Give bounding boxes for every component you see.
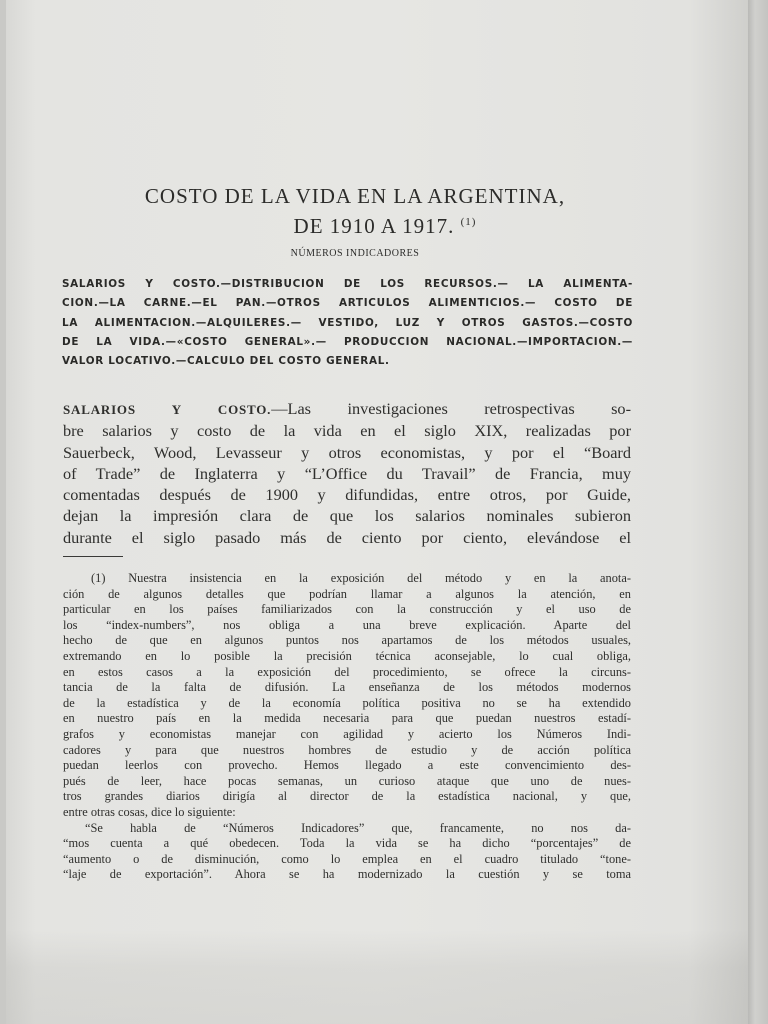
body-line: comentadas después de 1900 y difundidas, entre otros, por Guide, <box>63 485 631 505</box>
body-line: durante el siglo pasado más de ciento por ciento, elevándose el <box>63 527 631 547</box>
page-edge <box>748 0 768 1024</box>
footnote-line: (1) Nuestra insistencia en la exposición del método y en la anota- <box>91 571 631 585</box>
body-line: of Trade” de Inglaterra y “L’Office du Travail” de Francia, muy <box>63 463 631 483</box>
summary-line: SALARIOS Y COSTO.—DISTRIBUCION DE LOS RECURSOS.— LA ALIMENTA- <box>62 278 633 290</box>
footnote-rule <box>63 556 123 557</box>
body-line: dejan la impresión clara de que los salarios nominales subieron <box>63 506 631 526</box>
footnote-line: puedan leerlos con provecho. Hemos llegado a este convencimiento des- <box>63 758 631 773</box>
chapter-subtitle: NÚMEROS INDICADORES <box>290 248 420 259</box>
footnote-line: los “index-numbers”, nos obliga a una breve explicación. Aparte del <box>63 617 631 632</box>
chapter-title: COSTO DE LA VIDA EN LA ARGENTINA, <box>144 184 566 208</box>
body-paragraph <box>63 398 631 548</box>
title-dates: DE 1910 A 1917. <box>293 214 455 238</box>
footnote-quote-line: “mos cuenta a qué obedecen. Toda la vida se ha dicho “porcentajes” de <box>63 836 631 851</box>
footnote-line: grafos y economistas manejar con agilidad y acierto los Números Indi- <box>63 726 631 741</box>
footnote-line: ción de algunos detalles que podrían llamar a algunos la atención, en <box>63 586 631 601</box>
summary-line: DE LA VIDA.—«COSTO GENERAL».— PRODUCCION NACIONAL.—IMPORTACION.— <box>62 335 633 348</box>
body-line: Sauerbeck, Wood, Levasseur y otros economistas, y por el “Board <box>63 442 631 462</box>
body-line: bre salarios y costo de la vida en el siglo XIX, realizadas por <box>63 421 631 441</box>
footnote-line: tancia de la falta de difusión. La enseñanza de los métodos modernos <box>63 680 631 695</box>
footnote-line: entre otras cosas, dice lo siguiente: <box>63 804 236 819</box>
footnote <box>63 571 631 883</box>
torn-page-bottom <box>6 930 748 1024</box>
footnote-quote-line: “aumento o de disminución, como lo emplea en el cuadro titulado “tone- <box>63 851 631 866</box>
footnote-line: pués de leer, hace pocas semanas, un curioso ataque que uno de nues- <box>63 773 631 788</box>
footnote-line: tros grandes diarios dirigía al director de la estadística nacional, y que, <box>63 789 631 804</box>
footnote-line: particular en los países familiarizados con la construcción y el uso de <box>63 602 631 617</box>
summary-line: CION.—LA CARNE.—EL PAN.—OTROS ARTICULOS ALIMENTICIOS.— COSTO DE <box>62 297 633 310</box>
footnote-line: extremando en lo posible la precisión técnica aconsejable, lo cual obliga, <box>63 648 631 663</box>
footnote-line: de la estadística y de la economía política positiva no se ha extendido <box>63 695 631 710</box>
chapter-title-dates <box>90 214 680 239</box>
footnote-line: hecho de que en algunos puntos nos apartamos de los métodos usuales, <box>63 633 631 648</box>
summary-line: VALOR LOCATIVO.—CALCULO DEL COSTO GENERAL. <box>62 355 390 368</box>
summary-line: LA ALIMENTACION.—ALQUILERES.— VESTIDO, LUZ Y OTROS GASTOS.—COSTO <box>62 316 633 329</box>
body-line <box>63 398 631 420</box>
footnote-quote-line: “Se habla de “Números Indicadores” que, francamente, no nos da- <box>85 820 631 835</box>
title-footnote-marker: (1) <box>460 216 477 228</box>
chapter-summary <box>62 275 633 371</box>
section-lead: SALARIOS Y COSTO. <box>63 402 272 417</box>
footnote-quote-line: “laje de exportación”. Ahora se ha modernizado la cuestión y se toma <box>63 867 631 882</box>
footnote-line: en nuestro país en la medida necesaria para que puedan nuestros estadí- <box>63 711 631 726</box>
body-first-line: —Las investigaciones retrospectivas so- <box>271 399 631 418</box>
footnote-line: cadores y para que nuestros hombres de estudio y de acción política <box>63 742 631 757</box>
footnote-line: en estos casos a la exposición del procedimiento, se ofrece la circuns- <box>63 664 631 679</box>
